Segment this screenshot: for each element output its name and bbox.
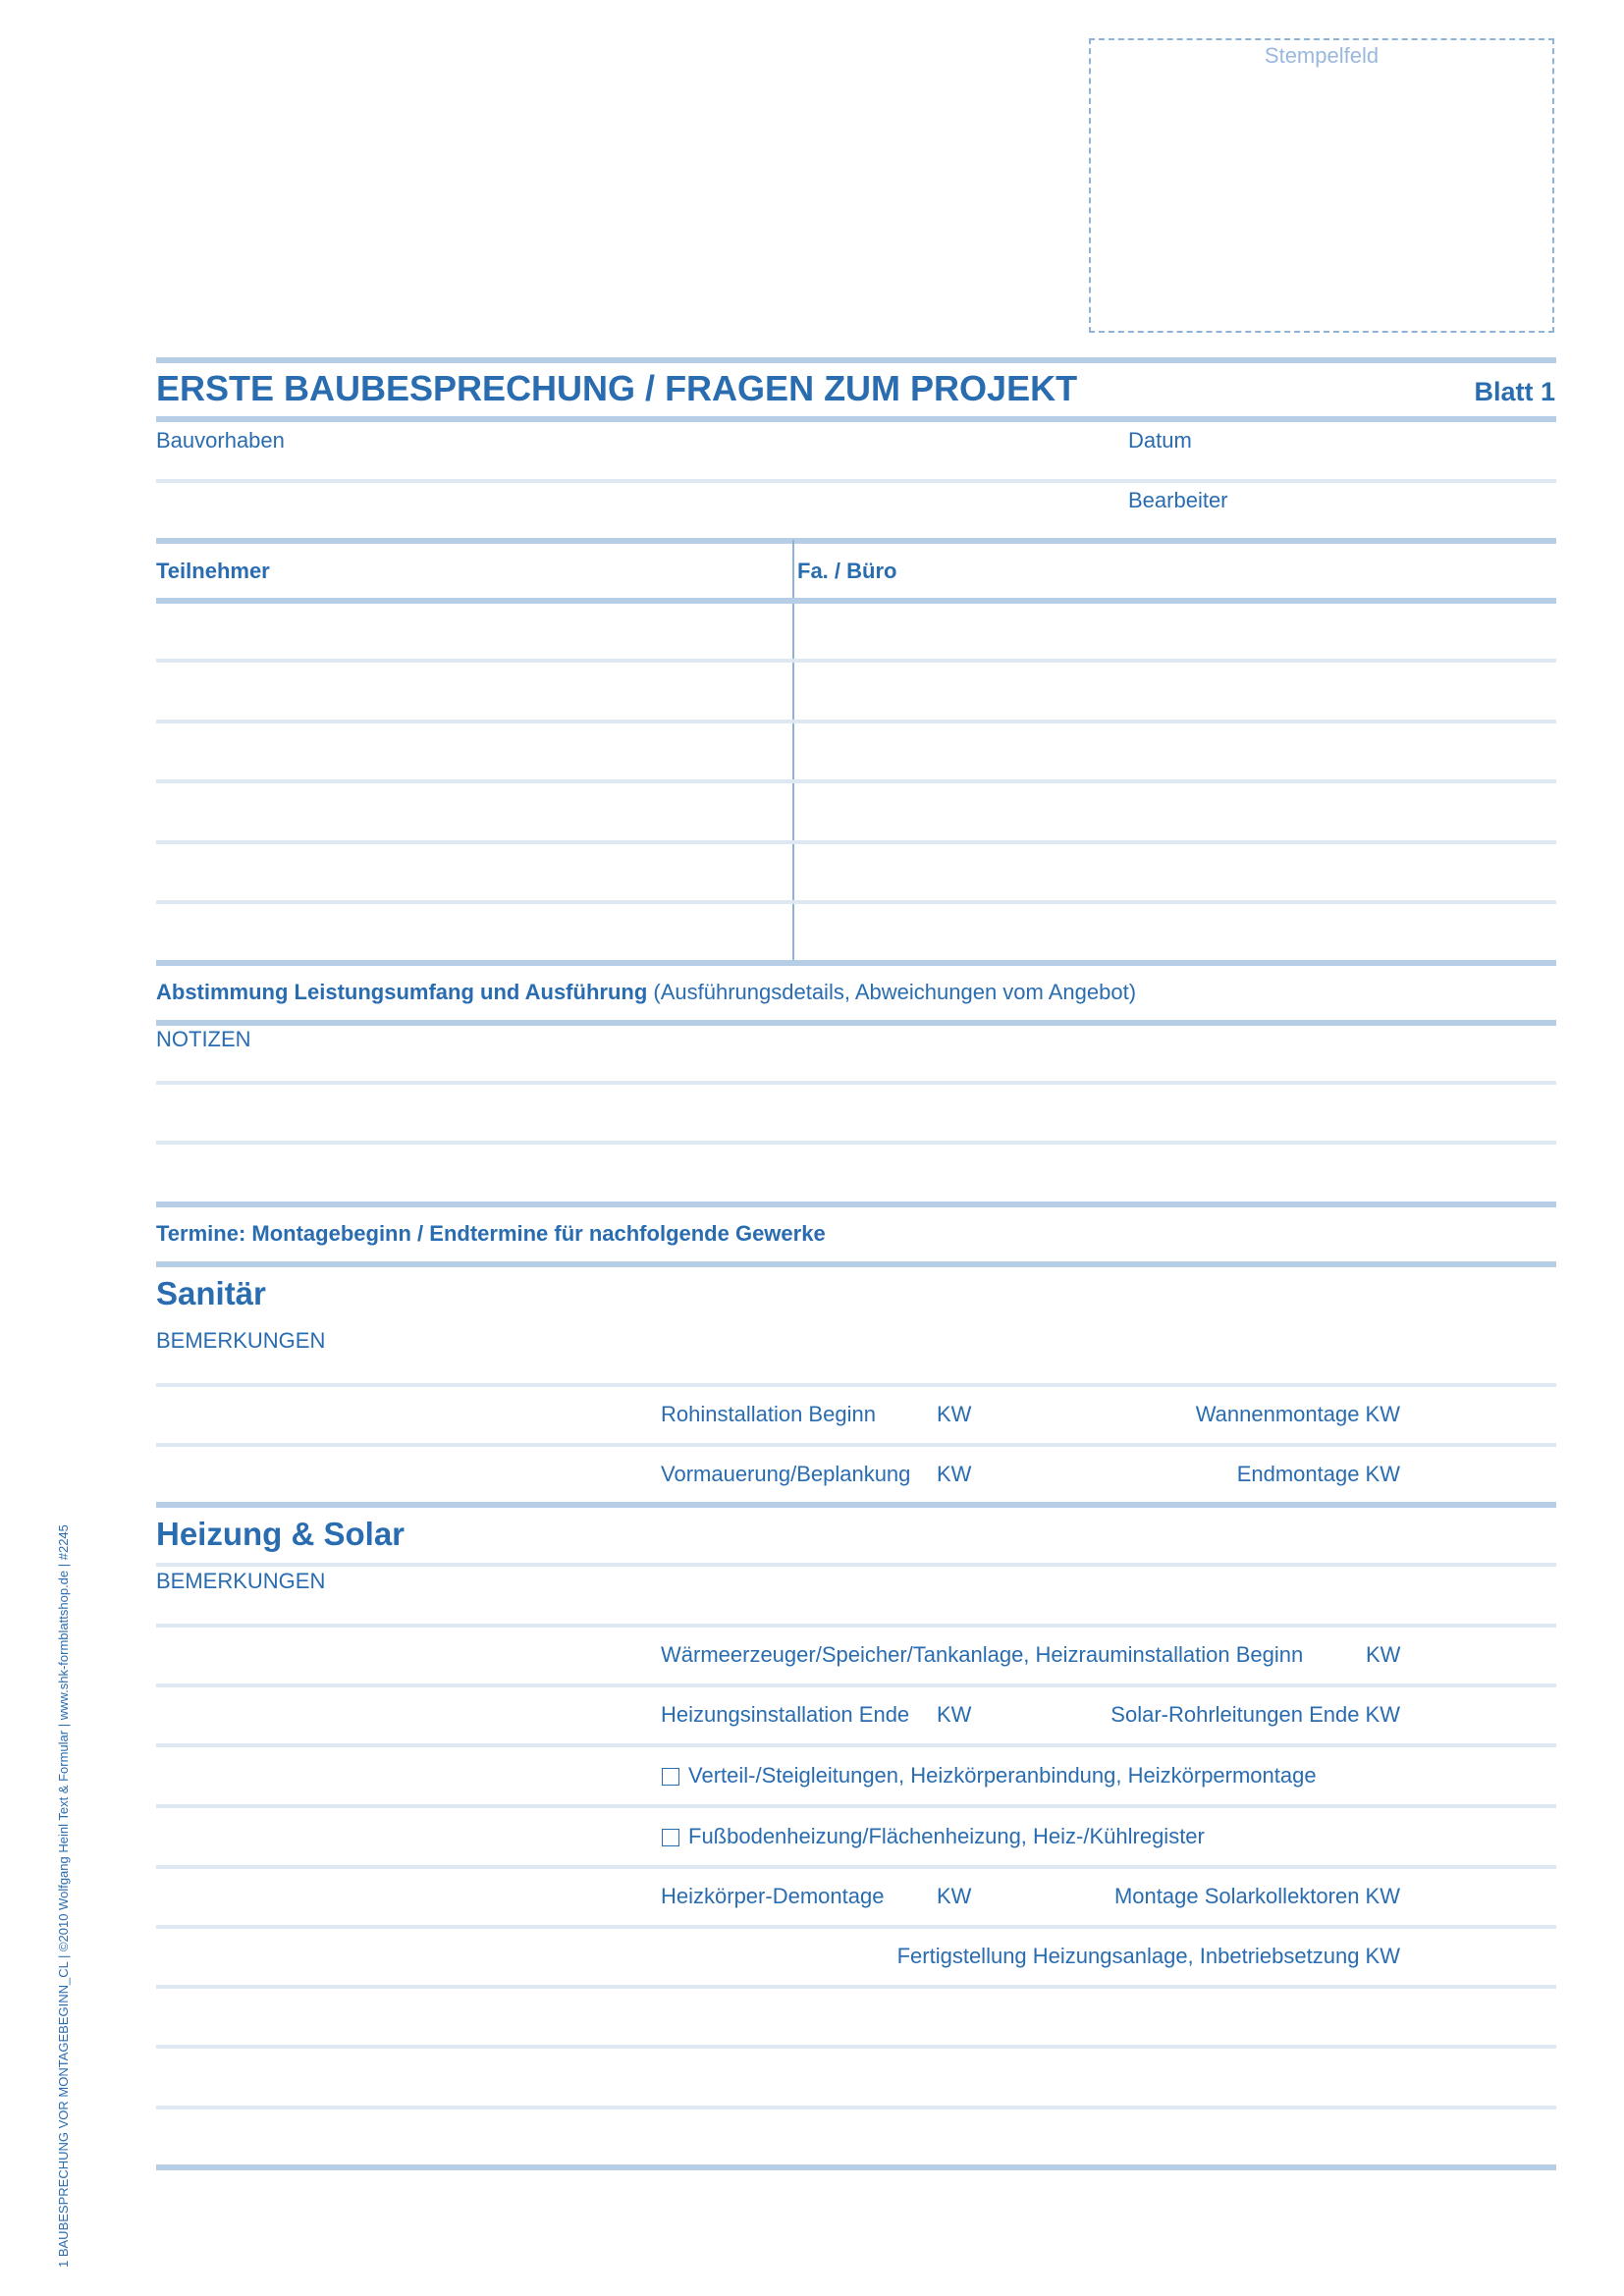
- participants-col-label: Teilnehmer: [156, 559, 270, 583]
- heizkoerper-demontage-label: Heizkörper-Demontage: [661, 1884, 885, 1908]
- wannenmontage-label: Wannenmontage KW: [1195, 1402, 1400, 1426]
- heizung-row-rule: [156, 2106, 1556, 2109]
- scope-heading: [156, 981, 1136, 1004]
- stamp-field: [1089, 38, 1554, 333]
- rohinstallation-label: Rohinstallation Beginn: [661, 1402, 876, 1426]
- solar-rohrleitungen-label: Solar-Rohrleitungen Ende KW: [1110, 1702, 1400, 1727]
- form-bottom-rule: [156, 2164, 1556, 2170]
- waermeerzeuger-kw: KW: [1366, 1642, 1401, 1667]
- header-top-rule: [156, 357, 1556, 363]
- fertigstellung-label: Fertigstellung Heizungsanlage, Inbetriebsetzung KW: [896, 1944, 1400, 1968]
- project-label: Bauvorhaben: [156, 428, 285, 453]
- date-rule: [156, 479, 1556, 483]
- scope-top-rule: [156, 960, 1556, 966]
- heizung-row-rule: [156, 1743, 1556, 1747]
- heizung-row-rule: [156, 1985, 1556, 1989]
- scope-title: Abstimmung Leistungsumfang und Ausführung: [156, 980, 648, 1004]
- verteilleitungen-label: Verteil-/Steigleitungen, Heizkörperanbindung, Heizkörpermontage: [688, 1763, 1317, 1788]
- participants-header-rule: [156, 598, 1556, 604]
- heizung-row-rule: [156, 1865, 1556, 1869]
- notes-rule: [156, 1081, 1556, 1085]
- heizung-remarks-label: BEMERKUNGEN: [156, 1569, 326, 1593]
- participant-row-rule: [156, 659, 1556, 663]
- solarkollektoren-label: Montage Solarkollektoren KW: [1113, 1884, 1400, 1908]
- dates-top-rule: [156, 1201, 1556, 1207]
- page-title: ERSTE BAUBESPRECHUNG / FRAGEN ZUM PROJEKT: [156, 368, 1078, 408]
- notes-rule: [156, 1141, 1556, 1145]
- heizung-row-rule: [156, 2045, 1556, 2049]
- heizungsinstallation-kw: KW: [937, 1702, 972, 1727]
- heizung-row-rule: [156, 1683, 1556, 1687]
- participant-row-rule: [156, 900, 1556, 904]
- fussbodenheizung-label: Fußbodenheizung/Flächenheizung, Heiz-/Kühlregister: [688, 1824, 1205, 1848]
- rohinstallation-kw: KW: [937, 1402, 972, 1426]
- date-label: Datum: [1128, 428, 1192, 453]
- heizungsinstallation-label: Heizungsinstallation Ende: [661, 1702, 910, 1727]
- scope-subtitle: (Ausführungsdetails, Abweichungen vom Angebot): [653, 980, 1137, 1004]
- scope-bottom-rule: [156, 1020, 1556, 1026]
- vormauerung-kw: KW: [937, 1462, 972, 1486]
- heizung-top-rule: [156, 1502, 1556, 1508]
- participant-row-rule: [156, 840, 1556, 844]
- header-bottom-rule: [156, 416, 1556, 422]
- editor-label: Bearbeiter: [1128, 488, 1228, 512]
- sanitaer-heading: Sanitär: [156, 1275, 266, 1311]
- fussbodenheizung-checkbox[interactable]: [662, 1829, 679, 1846]
- notes-label: NOTIZEN: [156, 1027, 251, 1051]
- participant-row-rule: [156, 779, 1556, 783]
- stamp-field-label: Stempelfeld: [1264, 43, 1380, 68]
- heizung-row-rule: [156, 1925, 1556, 1929]
- verteilleitungen-checkbox[interactable]: [662, 1768, 679, 1786]
- sanitaer-remarks-label: BEMERKUNGEN: [156, 1328, 326, 1353]
- side-note: 1 BAUBESPRECHUNG VOR MONTAGEBEGINN_CL | ©2010 Wolfgang Heinl Text & Formular | www.shk-formblattshop.de | #2245: [56, 1524, 71, 2268]
- company-col-label: Fa. / Büro: [797, 559, 897, 583]
- heizkoerper-demontage-kw: KW: [937, 1884, 972, 1908]
- sanitaer-row-rule: [156, 1383, 1556, 1387]
- heizung-heading: Heizung & Solar: [156, 1516, 406, 1552]
- heizung-row-rule: [156, 1624, 1556, 1628]
- sheet-number: Blatt 1: [1474, 377, 1555, 406]
- participant-row-rule: [156, 720, 1556, 723]
- heizung-row-rule: [156, 1804, 1556, 1808]
- participants-top-rule: [156, 538, 1556, 544]
- vormauerung-label: Vormauerung/Beplankung: [661, 1462, 911, 1486]
- dates-heading: Termine: Montagebeginn / Endtermine für nachfolgende Gewerke: [156, 1221, 826, 1246]
- sanitaer-top-rule: [156, 1261, 1556, 1267]
- sanitaer-row-rule: [156, 1443, 1556, 1447]
- heizung-row-rule: [156, 1563, 1556, 1567]
- waermeerzeuger-label: Wärmeerzeuger/Speicher/Tankanlage, Heizrauminstallation Beginn: [661, 1642, 1304, 1667]
- endmontage-label: Endmontage KW: [1236, 1462, 1400, 1486]
